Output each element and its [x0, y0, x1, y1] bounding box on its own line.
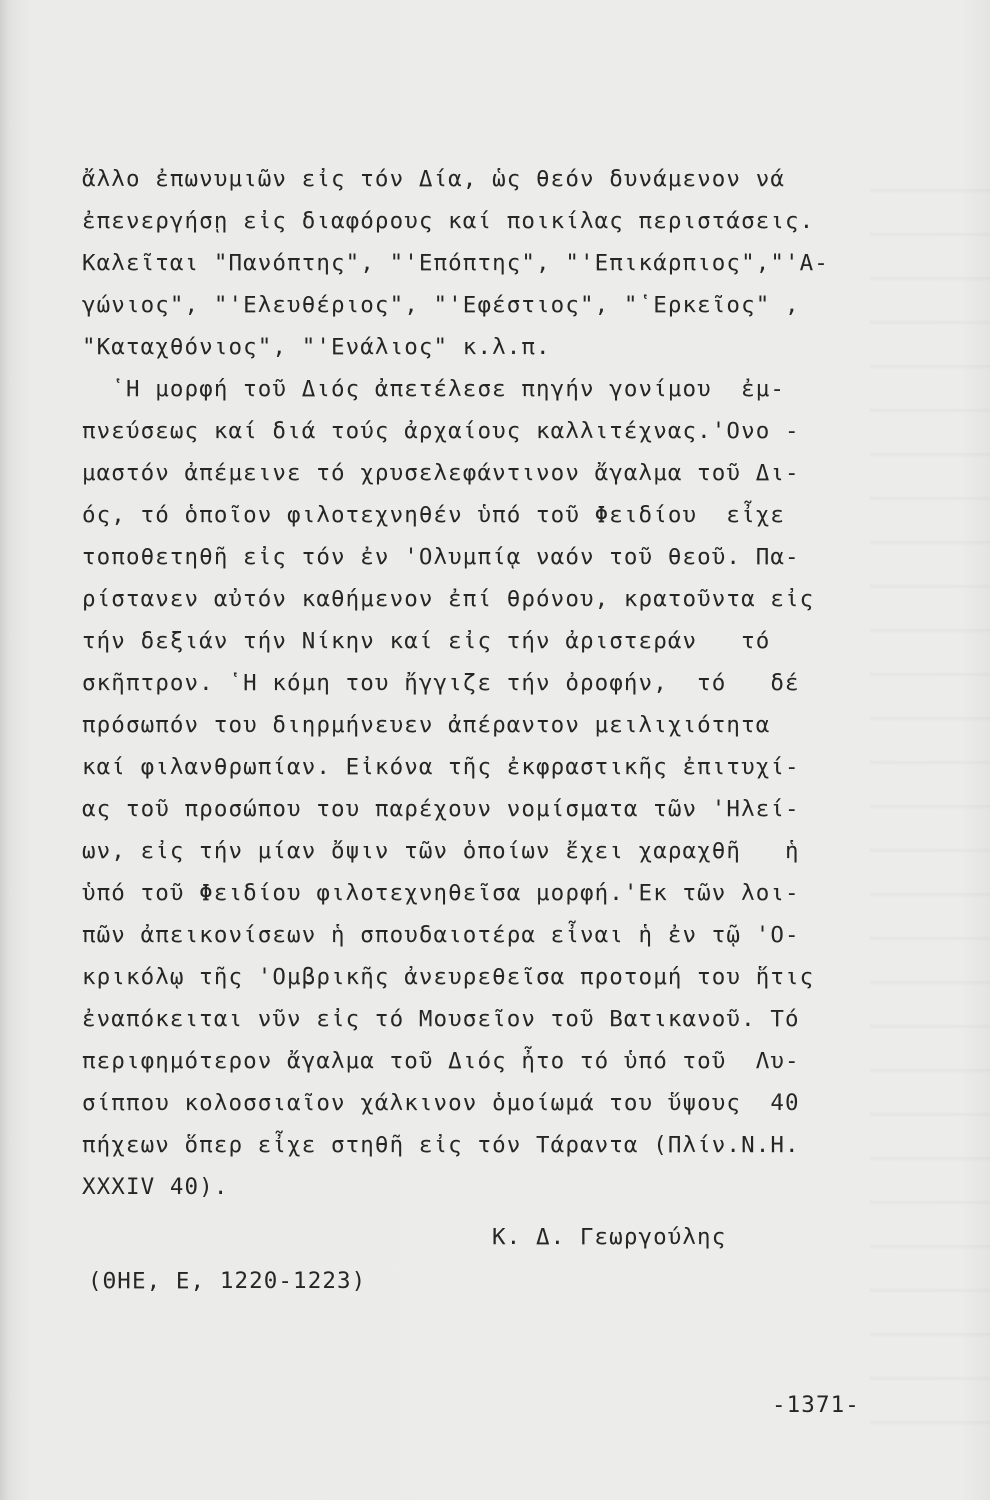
text-line: σίππου κολοσσιαῖον χάλκινον ὁμοίωμά του ὕψους 40: [82, 1090, 800, 1116]
text-line: καί φιλανθρωπίαν. Εἰκόνα τῆς ἐκφραστικῆς ἐπιτυχί-: [82, 754, 800, 780]
author-signature: Κ. Δ. Γεωργούλης: [492, 1224, 727, 1250]
text-line: XXXIV 40).: [82, 1174, 229, 1200]
text-line: μαστόν ἀπέμεινε τό χρυσελεφάντινον ἄγαλμα τοῦ Δι-: [82, 460, 800, 486]
text-line: τοποθετηθῆ εἰς τόν ἐν 'Ολυμπίᾳ ναόν τοῦ θεοῦ. Πα-: [82, 544, 800, 570]
text-line: τήν δεξιάν τήν Νίκην καί εἰς τήν ἀριστεράν τό: [82, 628, 771, 654]
page-number: -1371-: [772, 1392, 860, 1418]
source-citation: (ΘΗΕ, Ε, 1220-1223): [88, 1268, 367, 1294]
text-line: ας τοῦ προσώπου του παρέχουν νομίσματα τῶν 'Ηλεί-: [82, 796, 800, 822]
text-line: ἐναπόκειται νῦν εἰς τό Μουσεῖον τοῦ Βατικανοῦ. Τό: [82, 1006, 800, 1032]
text-line: ῾Η μορφή τοῦ Διός ἀπετέλεσε πηγήν γονίμου ἐμ-: [82, 376, 786, 402]
text-line: σκῆπτρον. ῾Η κόμη του ἤγγιζε τήν ὀροφήν, τό δέ: [82, 670, 800, 696]
text-line: "Καταχθόνιος", "'Ενάλιος" κ.λ.π.: [82, 334, 551, 360]
text-line: ἐπενεργήσῃ εἰς διαφόρους καί ποικίλας περιστάσεις.: [82, 208, 815, 234]
text-line: πήχεων ὅπερ εἶχε στηθῆ εἰς τόν Τάραντα (Πλίν.Ν.Η.: [82, 1132, 800, 1158]
text-line: ων, εἰς τήν μίαν ὄψιν τῶν ὁποίων ἔχει χαραχθῆ ἡ: [82, 838, 800, 864]
text-line: Καλεῖται "Πανόπτης", "'Επόπτης", "'Επικάρπιος","'Α-: [82, 250, 829, 276]
text-line: ὑπό τοῦ Φειδίου φιλοτεχνηθεῖσα μορφή.'Εκ τῶν λοι-: [82, 880, 800, 906]
text-line: περιφημότερον ἄγαλμα τοῦ Διός ἦτο τό ὑπό τοῦ Λυ-: [82, 1048, 800, 1074]
text-line: πρόσωπόν του διηρμήνευεν ἀπέραντον μειλιχιότητα: [82, 712, 771, 738]
text-line: ός, τό ὁποῖον φιλοτεχνηθέν ὑπό τοῦ Φειδίου εἶχε: [82, 502, 786, 528]
text-line: ἄλλο ἐπωνυμιῶν εἰς τόν Δία, ὡς θεόν δυνάμενον νά: [82, 166, 786, 192]
text-line: γώνιος", "'Ελευθέριος", "'Εφέστιος", "῾Ερκεῖος" ,: [82, 292, 800, 318]
text-line: πῶν ἀπεικονίσεων ἡ σπουδαιοτέρα εἶναι ἡ ἐν τῷ 'Ο-: [82, 922, 800, 948]
text-line: πνεύσεως καί διά τούς ἀρχαίους καλλιτέχνας.'Ονο -: [82, 418, 800, 444]
text-line: κρικόλῳ τῆς 'Ομβρικῆς ἀνευρεθεῖσα προτομή του ἥτις: [82, 964, 815, 990]
body-text: [82, 158, 912, 1208]
text-line: ρίστανεν αὐτόν καθήμενον ἐπί θρόνου, κρατοῦντα εἰς: [82, 586, 815, 612]
